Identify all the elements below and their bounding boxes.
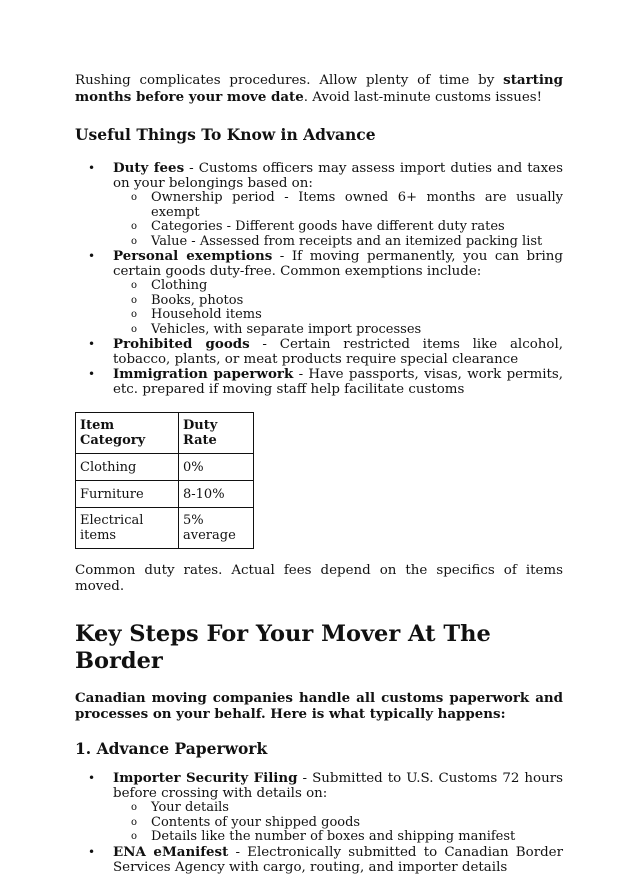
sub-list-item: o Contents of your shipped goods (131, 814, 361, 830)
sub-list-item: o Categories - Different goods have different duty rates (131, 219, 505, 234)
circle-bullet-icon: o (131, 802, 138, 813)
list-item: • Prohibited goods - Certain restricted items like alcohol, tobacco, plants, or meat products require special clearance (88, 336, 563, 367)
sub-list-item: o Your details (131, 800, 229, 815)
key-steps-lead: Canadian moving companies handle all customs paperwork and processes on your behalf. Here is what typically happens: (75, 690, 563, 722)
bullet-icon: • (88, 337, 96, 351)
sub-list-item: o Books, photos (131, 292, 244, 308)
sub-list-item: o Ownership period - Items owned 6+ months are usually exempt (131, 190, 563, 220)
intro-paragraph: Rushing complicates procedures. Allow plenty of time by starting months before your move date. Avoid last-minute customs issues! (75, 72, 563, 105)
list-item: • Duty fees - Customs officers may assess import duties and taxes on your belongings based on: o Ownership period - Items owned 6+ months are usually exempt o Categories - Different goods have different duty rates o Value - Assessed from receipts and an itemized packing list (88, 160, 563, 249)
table-cell: 5% average (179, 508, 254, 549)
document-content (75, 72, 563, 875)
circle-bullet-icon: o (131, 323, 138, 335)
circle-bullet-icon: o (131, 294, 138, 306)
table-header-cell: Item Category (76, 413, 179, 454)
duty-rates-table (75, 412, 254, 549)
list-item: • ENA eManifest - Electronically submitted to Canadian Border Services Agency with cargo, routing, and importer details (88, 843, 563, 875)
list-item: • Personal exemptions - If moving permanently, you can bring certain goods duty-free. Common exemptions include: o Clothing o Books, photos o Household items o Vehicles, with separate import processes (88, 248, 563, 337)
sub-list (113, 801, 563, 845)
bullet-icon: • (88, 771, 96, 785)
subheading-advance-paperwork: 1. Advance Paperwork (75, 739, 268, 758)
circle-bullet-icon: o (131, 831, 138, 842)
sub-list-item: o Details like the number of boxes and shipping manifest (131, 829, 516, 844)
section-heading-advance: Useful Things To Know in Advance (75, 125, 376, 144)
table-row (76, 508, 254, 549)
sub-list (113, 279, 563, 337)
circle-bullet-icon: o (131, 221, 138, 232)
table-row (76, 481, 254, 508)
table-cell: Clothing (76, 454, 179, 481)
intro-emphasis: starting months before your move date (75, 72, 563, 105)
circle-bullet-icon: o (131, 235, 138, 247)
sub-list-item: o Value - Assessed from receipts and an itemized packing list (131, 233, 543, 249)
table-caption: Common duty rates. Actual fees depend on the specifics of items moved. (75, 563, 563, 594)
circle-bullet-icon: o (131, 309, 138, 320)
table-header-row (76, 413, 254, 454)
list-item: • Importer Security Filing - Submitted to U.S. Customs 72 hours before crossing with details on: o Your details o Contents of your shipped goods o Details like the number of boxes and shipping manifest (88, 770, 564, 844)
sub-list (113, 191, 563, 249)
circle-bullet-icon: o (131, 816, 138, 828)
table-cell: Furniture (76, 481, 179, 508)
table-header-cell: Duty Rate (179, 413, 254, 454)
bullet-icon: • (88, 844, 96, 859)
bullet-icon: • (88, 161, 96, 175)
circle-bullet-icon: o (131, 280, 138, 291)
advance-list (75, 161, 563, 397)
table-cell: Electrical items (76, 508, 179, 549)
sub-list-item: o Vehicles, with separate import processes (131, 321, 422, 337)
bullet-icon: • (88, 367, 96, 381)
section-heading-key-steps: Key Steps For Your Mover At The Border (75, 621, 491, 674)
table-cell: 0% (179, 454, 254, 481)
bullet-icon: • (88, 249, 96, 263)
circle-bullet-icon: o (131, 192, 138, 203)
table-row (76, 454, 254, 481)
list-item: • Immigration paperwork - Have passports, visas, work permits, etc. prepared if moving staff help facilitate customs (88, 366, 563, 397)
sub-list-item: o Household items (131, 307, 262, 322)
table-cell: 8-10% (179, 481, 254, 508)
paperwork-list (75, 771, 563, 875)
sub-list-item: o Clothing (131, 278, 208, 293)
